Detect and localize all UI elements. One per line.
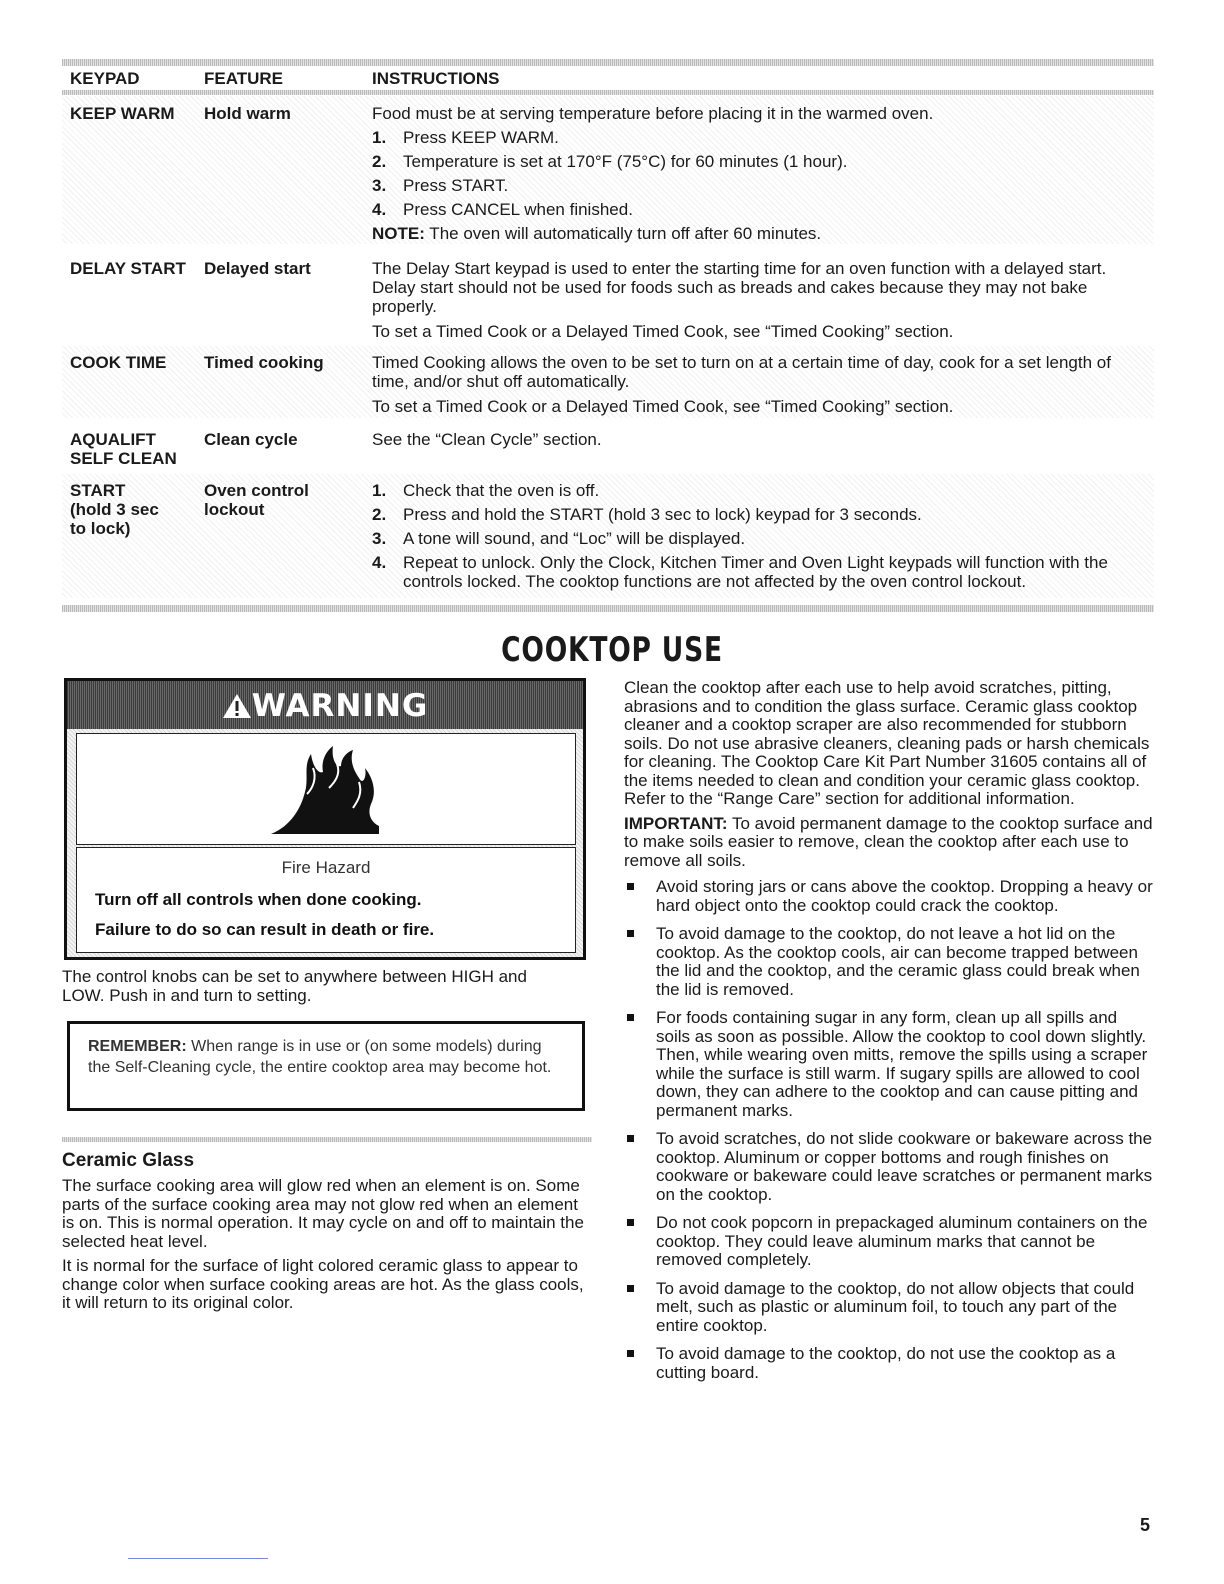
- list-item: 1. Check that the oven is off.: [372, 481, 600, 500]
- keypad-delay-start: DELAY START: [70, 259, 186, 278]
- header-instructions: INSTRUCTIONS: [372, 69, 500, 88]
- important-note: IMPORTANT: To avoid permanent damage to the cooktop surface and to make soils easier to remove, clean the cooktop after each use to remove all soils.: [624, 813, 1153, 870]
- keypad-start: [70, 481, 159, 538]
- footer-line: [128, 1558, 268, 1559]
- section-title: COOKTOP USE: [501, 630, 723, 670]
- cooktop-bullets: [624, 878, 1154, 1382]
- delay-start-p2: To set a Timed Cook or a Delayed Timed Cook, see “Timed Cooking” section.: [372, 322, 954, 341]
- feature-oven-control-lockout: [204, 481, 309, 519]
- warning-hazard: Fire Hazard: [281, 858, 371, 877]
- list-item: Do not cook popcorn in prepackaged aluminum containers on the cooktop. They could leave aluminum marks that cannot be removed completely.: [624, 1214, 1154, 1270]
- list-item: 4. Repeat to unlock. Only the Clock, Kitchen Timer and Oven Light keypads will function with the controls locked. The cooktop functions are not affected by the oven control lockout.: [372, 553, 1108, 591]
- feature-clean-cycle: Clean cycle: [204, 430, 298, 449]
- header-feature: FEATURE: [204, 69, 284, 88]
- keypad-aqualift: [70, 430, 177, 468]
- right-column: [624, 679, 1154, 1392]
- remember-text: When range is in use or (on some models) during the Self-Cleaning cycle, the entire cooktop area may become hot.: [88, 1038, 552, 1076]
- page-number: 5: [1140, 1515, 1151, 1535]
- fire-icon-panel: [76, 733, 576, 845]
- list-item: 3. Press START.: [372, 176, 509, 195]
- instructions-cook-time: [372, 353, 1152, 416]
- warning-text-panel: [76, 847, 576, 953]
- list-item: Avoid storing jars or cans above the cooktop. Dropping a heavy or hard object onto the cooktop could crack the cooktop.: [624, 878, 1154, 915]
- cooktop-intro: Clean the cooktop after each use to help avoid scratches, pitting, abrasions and to condition the glass surface. Ceramic glass cooktop cleaner and a cooktop scraper are also recommended for stubborn soils. Do not use abrasive cleaners, cleaning pads or harsh chemicals for cleaning. The Cooktop Care Kit Part Number 31605 contains all of the items needed to clean and condition your ceramic glass cooktop. Refer to the “Range Care” section for additional information.: [624, 678, 1150, 808]
- table-top-rule: [62, 59, 1154, 66]
- keep-warm-steps: [372, 128, 1152, 219]
- list-item: To avoid damage to the cooktop, do not allow objects that could melt, such as plastic or aluminum foil, to touch any part of the entire cooktop.: [624, 1280, 1154, 1336]
- list-item: 2. Temperature is set at 170°F (75°C) for 60 minutes (1 hour).: [372, 152, 848, 171]
- list-item: To avoid scratches, do not slide cookware or bakeware across the cooktop. Aluminum or copper bottoms and rough finishes on cookware or bakeware could leave scratches or permanent marks on the cooktop.: [624, 1130, 1154, 1204]
- knobs-text: The control knobs can be set to anywhere between HIGH and LOW. Push in and turn to setting.: [62, 967, 527, 1005]
- list-item: 1. Press KEEP WARM.: [372, 128, 559, 147]
- table-header-rule: [62, 90, 1154, 95]
- cook-time-p2: To set a Timed Cook or a Delayed Timed Cook, see “Timed Cooking” section.: [372, 397, 954, 416]
- ceramic-heading: Ceramic Glass: [62, 1150, 195, 1171]
- warning-line1: Turn off all controls when done cooking.: [95, 890, 422, 909]
- warning-title: WARNING: [67, 681, 583, 729]
- warning-box: [64, 678, 586, 960]
- keypad-line: AQUALIFT: [70, 430, 156, 449]
- list-item: To avoid damage to the cooktop, do not use the cooktop as a cutting board.: [624, 1345, 1154, 1382]
- list-item: 2. Press and hold the START (hold 3 sec to lock) keypad for 3 seconds.: [372, 505, 922, 524]
- header-keypad: KEYPAD: [70, 69, 140, 88]
- feature-line: Oven control: [204, 481, 309, 500]
- keep-warm-intro: Food must be at serving temperature before placing it in the warmed oven.: [372, 104, 934, 123]
- keypad-line: (hold 3 sec: [70, 500, 159, 519]
- keypad-line: START: [70, 481, 126, 500]
- list-item: 4. Press CANCEL when finished.: [372, 200, 633, 219]
- remember-box: [67, 1021, 585, 1111]
- instructions-keep-warm: [372, 104, 1152, 243]
- delay-start-p1: The Delay Start keypad is used to enter the starting time for an oven function with a delayed start. Delay start should not be used for foods such as breads and cakes because they may not bake properly.: [372, 259, 1107, 316]
- keep-warm-note: NOTE: The oven will automatically turn off after 60 minutes.: [372, 224, 822, 243]
- list-item: To avoid damage to the cooktop, do not leave a hot lid on the cooktop. As the cooktop cools, air can become trapped between the lid and the cooktop, and the ceramic glass could break when the lid is removed.: [624, 925, 1154, 999]
- instructions-aqualift: See the “Clean Cycle” section.: [372, 430, 602, 449]
- ceramic-p1: The surface cooking area will glow red when an element is on. Some parts of the surface cooking area may not glow red when an element is on. This is normal operation. It may cycle on and off to maintain the selected heat level.: [62, 1176, 584, 1251]
- ceramic-p2: It is normal for the surface of light colored ceramic glass to appear to change color when surface cooking areas are hot. As the glass cools, it will return to its original color.: [62, 1256, 584, 1312]
- keypad-line: to lock): [70, 519, 131, 538]
- table-bottom-rule: [62, 605, 1154, 612]
- warning-triangle-icon: [222, 693, 252, 719]
- remember-label: REMEMBER:: [88, 1038, 187, 1055]
- warning-line2: Failure to do so can result in death or fire.: [95, 920, 435, 939]
- feature-hold-warm: Hold warm: [204, 104, 291, 123]
- list-item: For foods containing sugar in any form, clean up all spills and soils as soon as possible. Allow the cooktop to cool down slightly. Then, while wearing oven mitts, remove the spills using a scraper while the surface is still warm. If sugary spills are allowed to cool down, they can adhere to the cooktop and can cause pitting and permanent marks.: [624, 1009, 1154, 1120]
- ceramic-rule: [62, 1137, 592, 1142]
- fire-icon: [267, 742, 387, 838]
- instructions-delay-start: [372, 259, 1152, 341]
- feature-timed-cooking: Timed cooking: [204, 353, 324, 372]
- start-steps: [372, 481, 1152, 591]
- instructions-start: [372, 481, 1152, 591]
- keypad-cook-time: COOK TIME: [70, 353, 167, 372]
- keypad-keep-warm: KEEP WARM: [70, 104, 175, 123]
- feature-delayed-start: Delayed start: [204, 259, 311, 278]
- feature-line: lockout: [204, 500, 265, 519]
- keypad-line: SELF CLEAN: [70, 449, 177, 468]
- cook-time-p1: Timed Cooking allows the oven to be set to turn on at a certain time of day, cook for a set length of time, and/or shut off automatically.: [372, 353, 1111, 391]
- list-item: 3. A tone will sound, and “Loc” will be displayed.: [372, 529, 746, 548]
- ceramic-text: [62, 1177, 590, 1319]
